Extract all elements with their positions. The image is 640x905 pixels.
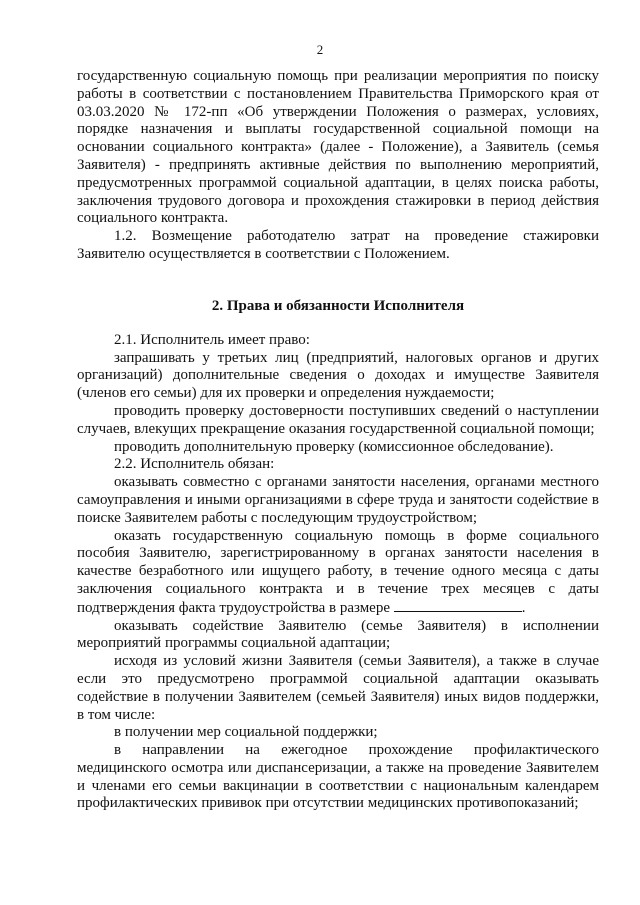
- spacer: [77, 264, 599, 297]
- spacer: [77, 315, 599, 332]
- document-body: [77, 68, 599, 813]
- paragraph-duty-4: исходя из условий жизни Заявителя (семьи Заявителя), а также в случае если это предусмотрено программой социальной адаптации оказывать содействие в получении Заявителем (семьей Заявителя) иных видов поддержки, в том числе:: [77, 653, 599, 723]
- paragraph-2-1: 2.1. Исполнитель имеет право:: [114, 331, 310, 348]
- page-number: 2: [316, 42, 324, 57]
- paragraph-duty-5: в получении мер социальной поддержки;: [114, 724, 378, 741]
- paragraph-2-2: 2.2. Исполнитель обязан:: [114, 456, 275, 473]
- paragraph-duty-1: оказывать совместно с органами занятости населения, органами местного самоуправления и иными организациями в сфере труда и занятости содействие в поиске Заявителем работы с последующим трудоустройством;: [77, 474, 599, 526]
- paragraph-duty-2: оказать государственную социальную помощь в форме социального пособия Заявителю, зарегистрированному в органах занятости населения в качестве безработного или ищущего работу, в течение одного месяца с даты заключения социального контракта и в течение трех месяцев с даты подтверждения факта трудоустройства в размере .: [77, 527, 599, 616]
- paragraph-duty-6: в направлении на ежегодное прохождение профилактического медицинского осмотра или диспансеризации, а также на проведение Заявителем и членами его семьи вакцинации в соответствии с национальным календарем профилактических прививок при отсутствии медицинских противопоказаний;: [77, 742, 599, 812]
- paragraph-right-2: проводить проверку достоверности поступивших сведений о наступлении случаев, влекущих прекращение оказания государственной социальной помощи;: [77, 402, 599, 437]
- paragraph-intro: государственную социальную помощь при реализации мероприятия по поиску работы в соответствии с постановлением Правительства Приморского края от 03.03.2020 № 172-пп «Об утверждении Положения о размерах, условиях, порядке назначения и выплаты государственной социальной помощи на основании социального контракта» (далее - Положение), а Заявитель (семья Заявителя) - предпринять активные действия по выполнению мероприятий, предусмотренных программой социальной адаптации, в целях поиска работы, заключения трудового договора и прохождения стажировки в период действия социального контракта.: [77, 68, 599, 227]
- paragraph-right-1: запрашивать у третьих лиц (предприятий, налоговых органов и других организаций) дополнительные сведения о доходах и имуществе Заявителя (членов его семьи) для их проверки и определения нуждаемости;: [77, 349, 599, 402]
- section-heading: 2. Права и обязанности Исполнителя: [211, 297, 465, 314]
- paragraph-1-2: 1.2. Возмещение работодателю затрат на проведение стажировки Заявителю осуществляется в соответствии с Положением.: [77, 228, 599, 262]
- fill-in-blank: [394, 599, 522, 612]
- paragraph-right-3: проводить дополнительную проверку (комиссионное обследование).: [114, 438, 554, 455]
- paragraph-duty-3: оказывать содействие Заявителю (семье Заявителя) в исполнении мероприятий программы социальной адаптации;: [77, 617, 599, 652]
- paragraph-duty-2-text: оказать государственную социальную помощь в форме социального пособия Заявителю, зарегистрированному в органах занятости населения в качестве безработного или ищущего работу, в течение одного месяца с даты заключения социального контракта и в течение трех месяцев с даты подтверждения факта трудоустройства в размере: [77, 527, 599, 616]
